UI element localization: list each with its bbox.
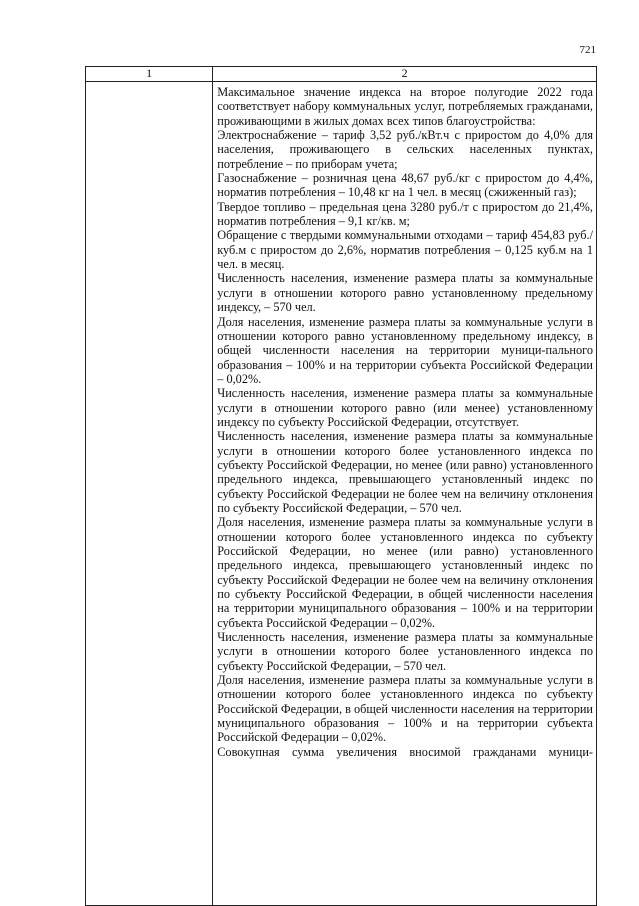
column-header-2: 2	[213, 67, 597, 82]
table-row	[86, 82, 597, 906]
paragraph-electricity: Электроснабжение – тариф 3,52 руб./кВт.ч с приростом до 4,0% для населения, проживающего в сельских населенных пунктах, потребление – по приборам учета;	[217, 128, 593, 171]
paragraph-population-within-deviation: Численность населения, изменение размера платы за коммунальные услуги в отношении которого более установленного индекса по субъекту Российской Федерации, но менее (или равно) установленного предельного индекса, превышающего установленный индекс по субъекту Российской Федерации не более чем на величину отклонения по субъекту Российской Федерации, – 570 чел.	[217, 429, 593, 515]
paragraph-population-below-index: Численность населения, изменение размера платы за коммунальные услуги в отношении которого равно (или менее) установленному индексу по субъекту Российской Федерации, отсутствует.	[217, 386, 593, 429]
paragraph-population-above-index: Численность населения, изменение размера платы за коммунальные услуги в отношении которого более установленного индекса по субъекту Российской Федерации, – 570 чел.	[217, 630, 593, 673]
empty-column-cell	[86, 82, 213, 906]
paragraph-share-above-index: Доля населения, изменение размера платы за коммунальные услуги в отношении которого более установленного индекса по субъекту Российской Федерации, в общей численности населения на территории муниципального образования – 100% и на территории субъекта Российской Федерации – 0,02%.	[217, 673, 594, 745]
document-table	[85, 66, 597, 906]
paragraph-solid-fuel: Твердое топливо – предельная цена 3280 руб./т с приростом до 21,4%, норматив потребления – 9,1 кг/кв. м;	[217, 199, 593, 229]
paragraph-gas: Газоснабжение – розничная цена 48,67 руб./кг с приростом до 4,4%, норматив потребления – 10,48 кг на 1 чел. в месяц (сжиженный газ);	[217, 171, 593, 200]
paragraph-total-increase: Совокупная сумма увеличения вносимой гражданами муници-	[217, 744, 593, 759]
page-number: 721	[579, 44, 596, 56]
paragraph-population-equal-limit: Численность населения, изменение размера платы за коммунальные услуги в отношении которого равно установленному предельному индексу, – 570 чел.	[217, 271, 593, 315]
paragraph-share-within-deviation: Доля населения, изменение размера платы за коммунальные услуги в отношении которого более установленного индекса по субъекту Российской Федерации, но менее (или равно) установленного предельного индекса, превышающего установленный индекс по субъекту Российской Федерации не более чем на величину отклонения по субъекту Российской Федерации, в общей численности населения на территории муниципального образования – 100% и на территории субъекта Российской Федерации – 0,02%.	[217, 515, 593, 630]
content-cell	[213, 82, 597, 906]
column-header-1: 1	[86, 67, 213, 82]
paragraph-index-intro: Максимальное значение индекса на второе полугодие 2022 года соответствует набору коммунальных услуг, потребляемых гражданами, проживающими в жилых домах всех типов благоустройства:	[217, 85, 593, 128]
table-header-row	[86, 67, 597, 82]
paragraph-share-equal-limit: Доля населения, изменение размера платы за коммунальные услуги в отношении которого равно установленному предельному индексу, в общей численности населения на территории муници-пального образования – 100% и на территории субъекта Российской Федерации – 0,02%.	[217, 314, 593, 386]
paragraph-waste: Обращение с твердыми коммунальными отходами – тариф 454,83 руб./куб.м с приростом до 2,6%, норматив потребления – 0,125 куб.м на 1 чел. в месяц.	[217, 228, 593, 272]
